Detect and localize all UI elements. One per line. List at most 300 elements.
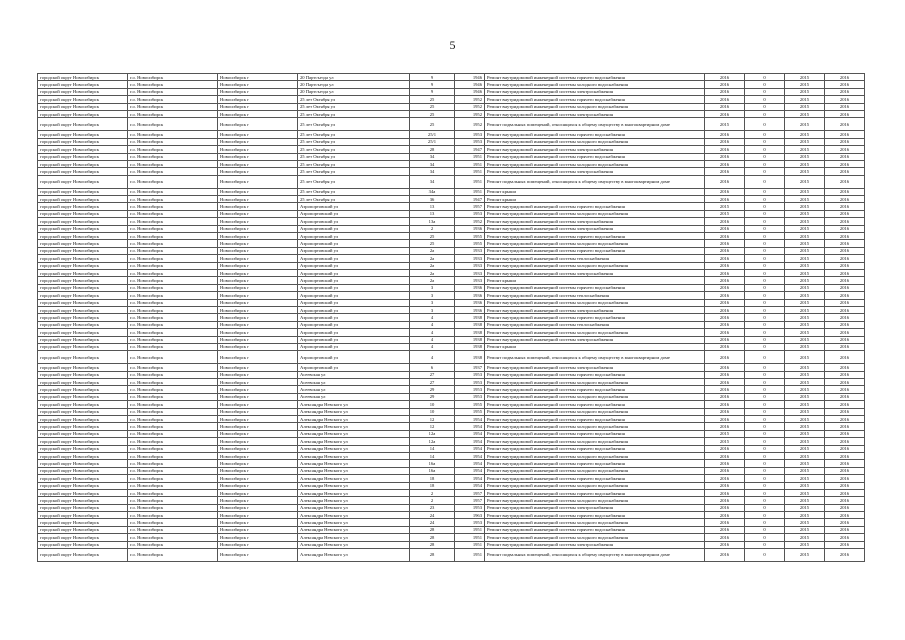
period-end-cell: 2016 <box>825 329 865 336</box>
work-type-cell: Ремонт внутридомовой инженерной системы электроснабжения <box>485 364 705 371</box>
build-year-cell: 1953 <box>455 210 485 217</box>
city-district-cell: г.о. Новосибирск <box>128 416 218 423</box>
municipality-cell: городской округ Новосибирск <box>38 88 128 95</box>
street-cell: 25 лет Октября ул <box>298 153 410 160</box>
municipality-cell: городской округ Новосибирск <box>38 519 128 526</box>
period-end-cell: 2016 <box>825 233 865 240</box>
street-cell: Александра Невского ул <box>298 460 410 467</box>
count-cell: 0 <box>745 81 785 88</box>
street-cell: Аэропортовский ул <box>298 292 410 299</box>
period-start-cell: 2015 <box>785 299 825 306</box>
city-district-cell: г.о. Новосибирск <box>128 284 218 291</box>
settlement-cell: Новосибирск г <box>218 343 298 350</box>
settlement-cell: Новосибирск г <box>218 321 298 328</box>
count-cell: 0 <box>745 188 785 195</box>
period-start-cell: 2015 <box>785 88 825 95</box>
period-end-cell: 2016 <box>825 467 865 474</box>
work-type-cell: Ремонт внутридомовой инженерной системы электроснабжения <box>485 110 705 117</box>
count-cell: 0 <box>745 175 785 188</box>
work-type-cell: Ремонт внутридомовой инженерной системы холодного водоснабжения <box>485 519 705 526</box>
build-year-cell: 1955 <box>455 240 485 247</box>
planned-year-cell: 2016 <box>705 153 745 160</box>
period-end-cell: 2016 <box>825 284 865 291</box>
house-number-cell: 16а <box>410 460 455 467</box>
municipality-cell: городской округ Новосибирск <box>38 482 128 489</box>
city-district-cell: г.о. Новосибирск <box>128 88 218 95</box>
period-end-cell: 2016 <box>825 96 865 103</box>
street-cell: Александра Невского ул <box>298 452 410 459</box>
municipality-cell: городской округ Новосибирск <box>38 321 128 328</box>
build-year-cell: 1947 <box>455 196 485 203</box>
count-cell: 0 <box>745 118 785 131</box>
period-start-cell: 2015 <box>785 247 825 254</box>
settlement-cell: Новосибирск г <box>218 379 298 386</box>
municipality-cell: городской округ Новосибирск <box>38 74 128 81</box>
street-cell: Аэропортовский ул <box>298 321 410 328</box>
city-district-cell: г.о. Новосибирск <box>128 321 218 328</box>
street-cell: 25 лет Октября ул <box>298 110 410 117</box>
settlement-cell: Новосибирск г <box>218 233 298 240</box>
table-row <box>38 218 865 225</box>
period-end-cell: 2016 <box>825 504 865 511</box>
period-start-cell: 2015 <box>785 284 825 291</box>
work-type-cell: Ремонт внутридомовой инженерной системы горячего водоснабжения <box>485 247 705 254</box>
period-end-cell: 2016 <box>825 336 865 343</box>
settlement-cell: Новосибирск г <box>218 110 298 117</box>
city-district-cell: г.о. Новосибирск <box>128 541 218 548</box>
period-start-cell: 2015 <box>785 131 825 138</box>
period-start-cell: 2015 <box>785 103 825 110</box>
period-start-cell: 2015 <box>785 196 825 203</box>
table-row <box>38 512 865 519</box>
period-end-cell: 2016 <box>825 74 865 81</box>
house-number-cell: 2а <box>410 269 455 276</box>
municipality-cell: городской округ Новосибирск <box>38 247 128 254</box>
street-cell: Аэропортовский ул <box>298 262 410 269</box>
street-cell: Александра Невского ул <box>298 401 410 408</box>
count-cell: 0 <box>745 519 785 526</box>
house-number-cell: 2 <box>410 489 455 496</box>
work-type-cell: Ремонт внутридомовой инженерной системы горячего водоснабжения <box>485 153 705 160</box>
street-cell: Аэропортовский ул <box>298 225 410 232</box>
settlement-cell: Новосибирск г <box>218 497 298 504</box>
period-end-cell: 2016 <box>825 160 865 167</box>
table-row <box>38 438 865 445</box>
street-cell: Аэропортовский ул <box>298 233 410 240</box>
work-type-cell: Ремонт внутридомовой инженерной системы холодного водоснабжения <box>485 262 705 269</box>
city-district-cell: г.о. Новосибирск <box>128 306 218 313</box>
municipality-cell: городской округ Новосибирск <box>38 423 128 430</box>
work-type-cell: Ремонт внутридомовой инженерной системы электроснабжения <box>485 541 705 548</box>
planned-year-cell: 2016 <box>705 329 745 336</box>
house-number-cell: 2а <box>410 255 455 262</box>
planned-year-cell: 2016 <box>705 549 745 562</box>
work-type-cell: Ремонт крыши <box>485 196 705 203</box>
table-row <box>38 284 865 291</box>
house-number-cell: 9 <box>410 74 455 81</box>
period-start-cell: 2015 <box>785 96 825 103</box>
count-cell: 0 <box>745 497 785 504</box>
build-year-cell: 1955 <box>455 408 485 415</box>
count-cell: 0 <box>745 343 785 350</box>
count-cell: 0 <box>745 277 785 284</box>
settlement-cell: Новосибирск г <box>218 452 298 459</box>
period-start-cell: 2015 <box>785 269 825 276</box>
table-row <box>38 196 865 203</box>
street-cell: Аэропортовский ул <box>298 277 410 284</box>
build-year-cell: 1954 <box>455 416 485 423</box>
house-number-cell: 25 <box>410 96 455 103</box>
build-year-cell: 1946 <box>455 74 485 81</box>
settlement-cell: Новосибирск г <box>218 153 298 160</box>
city-district-cell: г.о. Новосибирск <box>128 138 218 145</box>
house-number-cell: 27 <box>410 379 455 386</box>
period-end-cell: 2016 <box>825 247 865 254</box>
count-cell: 0 <box>745 146 785 153</box>
period-start-cell: 2015 <box>785 277 825 284</box>
build-year-cell: 1936 <box>455 292 485 299</box>
count-cell: 0 <box>745 452 785 459</box>
planned-year-cell: 2016 <box>705 110 745 117</box>
planned-year-cell: 2016 <box>705 393 745 400</box>
street-cell: 25 лет Октября ул <box>298 118 410 131</box>
table-row <box>38 168 865 175</box>
planned-year-cell: 2016 <box>705 475 745 482</box>
count-cell: 0 <box>745 438 785 445</box>
municipality-cell: городской округ Новосибирск <box>38 233 128 240</box>
municipality-cell: городской округ Новосибирск <box>38 541 128 548</box>
planned-year-cell: 2015 <box>705 210 745 217</box>
settlement-cell: Новосибирск г <box>218 269 298 276</box>
settlement-cell: Новосибирск г <box>218 401 298 408</box>
city-district-cell: г.о. Новосибирск <box>128 329 218 336</box>
work-type-cell: Ремонт внутридомовой инженерной системы холодного водоснабжения <box>485 467 705 474</box>
work-type-cell: Ремонт подвальных помещений, относящихся к общему имуществу в многоквартирном доме <box>485 549 705 562</box>
period-end-cell: 2016 <box>825 549 865 562</box>
table-row <box>38 203 865 210</box>
build-year-cell: 1936 <box>455 306 485 313</box>
count-cell: 0 <box>745 321 785 328</box>
planned-year-cell: 2016 <box>705 351 745 364</box>
period-start-cell: 2015 <box>785 445 825 452</box>
period-end-cell: 2016 <box>825 153 865 160</box>
table-row <box>38 103 865 110</box>
period-start-cell: 2015 <box>785 386 825 393</box>
house-number-cell: 4 <box>410 329 455 336</box>
period-start-cell: 2015 <box>785 210 825 217</box>
settlement-cell: Новосибирск г <box>218 336 298 343</box>
house-number-cell: 29 <box>410 393 455 400</box>
work-type-cell: Ремонт внутридомовой инженерной системы горячего водоснабжения <box>485 526 705 533</box>
table-row <box>38 240 865 247</box>
count-cell: 0 <box>745 526 785 533</box>
period-start-cell: 2015 <box>785 321 825 328</box>
planned-year-cell: 2016 <box>705 519 745 526</box>
city-district-cell: г.о. Новосибирск <box>128 168 218 175</box>
city-district-cell: г.о. Новосибирск <box>128 96 218 103</box>
municipality-cell: городской округ Новосибирск <box>38 460 128 467</box>
planned-year-cell: 2016 <box>705 489 745 496</box>
municipality-cell: городской округ Новосибирск <box>38 262 128 269</box>
table-row <box>38 526 865 533</box>
period-start-cell: 2015 <box>785 452 825 459</box>
house-number-cell: 34 <box>410 160 455 167</box>
table-row <box>38 146 865 153</box>
table-row <box>38 482 865 489</box>
city-district-cell: г.о. Новосибирск <box>128 549 218 562</box>
city-district-cell: г.о. Новосибирск <box>128 408 218 415</box>
build-year-cell: 1947 <box>455 146 485 153</box>
city-district-cell: г.о. Новосибирск <box>128 343 218 350</box>
period-end-cell: 2016 <box>825 526 865 533</box>
period-start-cell: 2015 <box>785 175 825 188</box>
city-district-cell: г.о. Новосибирск <box>128 240 218 247</box>
period-end-cell: 2016 <box>825 262 865 269</box>
city-district-cell: г.о. Новосибирск <box>128 364 218 371</box>
house-number-cell: 36 <box>410 196 455 203</box>
city-district-cell: г.о. Новосибирск <box>128 460 218 467</box>
city-district-cell: г.о. Новосибирск <box>128 262 218 269</box>
settlement-cell: Новосибирск г <box>218 284 298 291</box>
count-cell: 0 <box>745 218 785 225</box>
table-row <box>38 188 865 195</box>
work-type-cell: Ремонт внутридомовой инженерной системы холодного водоснабжения <box>485 379 705 386</box>
settlement-cell: Новосибирск г <box>218 210 298 217</box>
period-start-cell: 2015 <box>785 482 825 489</box>
table-row <box>38 160 865 167</box>
work-type-cell: Ремонт внутридомовой инженерной системы горячего водоснабжения <box>485 401 705 408</box>
build-year-cell: 1953 <box>455 371 485 378</box>
work-type-cell: Ремонт внутридомовой инженерной системы электроснабжения <box>485 269 705 276</box>
build-year-cell: 1938 <box>455 336 485 343</box>
table-row <box>38 460 865 467</box>
work-type-cell: Ремонт внутридомовой инженерной системы горячего водоснабжения <box>485 489 705 496</box>
street-cell: 25 лет Октября ул <box>298 138 410 145</box>
city-district-cell: г.о. Новосибирск <box>128 233 218 240</box>
settlement-cell: Новосибирск г <box>218 131 298 138</box>
city-district-cell: г.о. Новосибирск <box>128 438 218 445</box>
planned-year-cell: 2016 <box>705 512 745 519</box>
street-cell: Аэропортовский ул <box>298 329 410 336</box>
planned-year-cell: 2016 <box>705 74 745 81</box>
work-type-cell: Ремонт внутридомовой инженерной системы теплоснабжения <box>485 321 705 328</box>
planned-year-cell: 2016 <box>705 336 745 343</box>
period-start-cell: 2015 <box>785 438 825 445</box>
municipality-cell: городской округ Новосибирск <box>38 118 128 131</box>
planned-year-cell: 2016 <box>705 146 745 153</box>
build-year-cell: 1953 <box>455 519 485 526</box>
street-cell: Асеевская ул <box>298 371 410 378</box>
build-year-cell: 1952 <box>455 96 485 103</box>
build-year-cell: 1954 <box>455 482 485 489</box>
house-number-cell: 18 <box>410 482 455 489</box>
period-start-cell: 2015 <box>785 343 825 350</box>
table-row <box>38 504 865 511</box>
work-type-cell: Ремонт внутридомовой инженерной системы горячего водоснабжения <box>485 512 705 519</box>
planned-year-cell: 2016 <box>705 416 745 423</box>
table-row <box>38 423 865 430</box>
table-row <box>38 225 865 232</box>
city-district-cell: г.о. Новосибирск <box>128 210 218 217</box>
count-cell: 0 <box>745 379 785 386</box>
planned-year-cell: 2015 <box>705 203 745 210</box>
build-year-cell: 1946 <box>455 81 485 88</box>
planned-year-cell: 2015 <box>705 438 745 445</box>
table-row <box>38 110 865 117</box>
city-district-cell: г.о. Новосибирск <box>128 519 218 526</box>
city-district-cell: г.о. Новосибирск <box>128 188 218 195</box>
settlement-cell: Новосибирск г <box>218 519 298 526</box>
street-cell: Аэропортовский ул <box>298 284 410 291</box>
work-type-cell: Ремонт внутридомовой инженерной системы электроснабжения <box>485 306 705 313</box>
planned-year-cell: 2016 <box>705 269 745 276</box>
planned-year-cell: 2016 <box>705 306 745 313</box>
work-type-cell: Ремонт внутридомовой инженерной системы электроснабжения <box>485 504 705 511</box>
count-cell: 0 <box>745 210 785 217</box>
period-start-cell: 2015 <box>785 504 825 511</box>
municipality-cell: городской округ Новосибирск <box>38 336 128 343</box>
street-cell: 20 Партсъезда ул <box>298 74 410 81</box>
house-number-cell: 23 <box>410 504 455 511</box>
planned-year-cell: 2016 <box>705 526 745 533</box>
period-end-cell: 2016 <box>825 240 865 247</box>
period-end-cell: 2016 <box>825 188 865 195</box>
planned-year-cell: 2016 <box>705 168 745 175</box>
house-number-cell: 14 <box>410 452 455 459</box>
build-year-cell: 1938 <box>455 351 485 364</box>
work-type-cell: Ремонт подвальных помещений, относящихся к общему имуществу в многоквартирном доме <box>485 351 705 364</box>
house-number-cell: 9 <box>410 88 455 95</box>
period-start-cell: 2015 <box>785 401 825 408</box>
count-cell: 0 <box>745 203 785 210</box>
work-type-cell: Ремонт внутридомовой инженерной системы горячего водоснабжения <box>485 284 705 291</box>
municipality-cell: городской округ Новосибирск <box>38 96 128 103</box>
period-start-cell: 2015 <box>785 255 825 262</box>
settlement-cell: Новосибирск г <box>218 138 298 145</box>
period-end-cell: 2016 <box>825 306 865 313</box>
house-number-cell: 18 <box>410 475 455 482</box>
street-cell: Александра Невского ул <box>298 408 410 415</box>
table-row <box>38 210 865 217</box>
work-type-cell: Ремонт внутридомовой инженерной системы холодного водоснабжения <box>485 240 705 247</box>
planned-year-cell: 2016 <box>705 247 745 254</box>
municipality-cell: городской округ Новосибирск <box>38 110 128 117</box>
table-row <box>38 445 865 452</box>
work-type-cell: Ремонт внутридомовой инженерной системы горячего водоснабжения <box>485 74 705 81</box>
build-year-cell: 1957 <box>455 203 485 210</box>
work-type-cell: Ремонт внутридомовой инженерной системы горячего водоснабжения <box>485 96 705 103</box>
count-cell: 0 <box>745 88 785 95</box>
house-number-cell: 2 <box>410 225 455 232</box>
count-cell: 0 <box>745 445 785 452</box>
city-district-cell: г.о. Новосибирск <box>128 160 218 167</box>
city-district-cell: г.о. Новосибирск <box>128 299 218 306</box>
city-district-cell: г.о. Новосибирск <box>128 146 218 153</box>
settlement-cell: Новосибирск г <box>218 118 298 131</box>
count-cell: 0 <box>745 138 785 145</box>
work-type-cell: Ремонт крыши <box>485 277 705 284</box>
work-type-cell: Ремонт подвальных помещений, относящихся к общему имуществу в многоквартирном доме <box>485 175 705 188</box>
period-start-cell: 2015 <box>785 534 825 541</box>
settlement-cell: Новосибирск г <box>218 168 298 175</box>
house-number-cell: 13а <box>410 218 455 225</box>
municipality-cell: городской округ Новосибирск <box>38 393 128 400</box>
build-year-cell: 1951 <box>455 175 485 188</box>
street-cell: Александра Невского ул <box>298 489 410 496</box>
house-number-cell: 9 <box>410 81 455 88</box>
count-cell: 0 <box>745 393 785 400</box>
street-cell: 20 Партсъезда ул <box>298 88 410 95</box>
period-start-cell: 2015 <box>785 430 825 437</box>
street-cell: Асеевская ул <box>298 379 410 386</box>
municipality-cell: городской округ Новосибирск <box>38 549 128 562</box>
settlement-cell: Новосибирск г <box>218 416 298 423</box>
table-row <box>38 364 865 371</box>
house-number-cell: 25/1 <box>410 138 455 145</box>
house-number-cell: 25 <box>410 233 455 240</box>
settlement-cell: Новосибирск г <box>218 467 298 474</box>
period-start-cell: 2015 <box>785 497 825 504</box>
municipality-cell: городской округ Новосибирск <box>38 81 128 88</box>
build-year-cell: 1933 <box>455 247 485 254</box>
city-district-cell: г.о. Новосибирск <box>128 475 218 482</box>
city-district-cell: г.о. Новосибирск <box>128 504 218 511</box>
municipality-cell: городской округ Новосибирск <box>38 284 128 291</box>
settlement-cell: Новосибирск г <box>218 203 298 210</box>
table-row <box>38 541 865 548</box>
house-number-cell: 25/1 <box>410 131 455 138</box>
city-district-cell: г.о. Новосибирск <box>128 512 218 519</box>
build-year-cell: 1957 <box>455 489 485 496</box>
period-end-cell: 2016 <box>825 386 865 393</box>
city-district-cell: г.о. Новосибирск <box>128 534 218 541</box>
table-row <box>38 452 865 459</box>
municipality-cell: городской округ Новосибирск <box>38 401 128 408</box>
planned-year-cell: 2016 <box>705 423 745 430</box>
period-end-cell: 2016 <box>825 343 865 350</box>
street-cell: Аэропортовский ул <box>298 240 410 247</box>
period-start-cell: 2015 <box>785 233 825 240</box>
build-year-cell: 1951 <box>455 168 485 175</box>
settlement-cell: Новосибирск г <box>218 218 298 225</box>
period-start-cell: 2015 <box>785 160 825 167</box>
city-district-cell: г.о. Новосибирск <box>128 430 218 437</box>
count-cell: 0 <box>745 269 785 276</box>
settlement-cell: Новосибирск г <box>218 512 298 519</box>
count-cell: 0 <box>745 534 785 541</box>
street-cell: Аэропортовский ул <box>298 269 410 276</box>
municipality-cell: городской округ Новосибирск <box>38 131 128 138</box>
municipality-cell: городской округ Новосибирск <box>38 430 128 437</box>
street-cell: Аэропортовский ул <box>298 203 410 210</box>
street-cell: 25 лет Октября ул <box>298 196 410 203</box>
table-row <box>38 233 865 240</box>
period-end-cell: 2016 <box>825 351 865 364</box>
municipality-cell: городской округ Новосибирск <box>38 269 128 276</box>
house-number-cell: 4 <box>410 314 455 321</box>
municipality-cell: городской округ Новосибирск <box>38 364 128 371</box>
city-district-cell: г.о. Новосибирск <box>128 103 218 110</box>
municipality-cell: городской округ Новосибирск <box>38 497 128 504</box>
page-number: 5 <box>449 38 456 52</box>
house-number-cell: 27 <box>410 371 455 378</box>
work-type-cell: Ремонт внутридомовой инженерной системы электроснабжения <box>485 88 705 95</box>
table-row <box>38 329 865 336</box>
period-end-cell: 2016 <box>825 489 865 496</box>
house-number-cell: 4 <box>410 321 455 328</box>
municipality-cell: городской округ Новосибирск <box>38 416 128 423</box>
settlement-cell: Новосибирск г <box>218 408 298 415</box>
